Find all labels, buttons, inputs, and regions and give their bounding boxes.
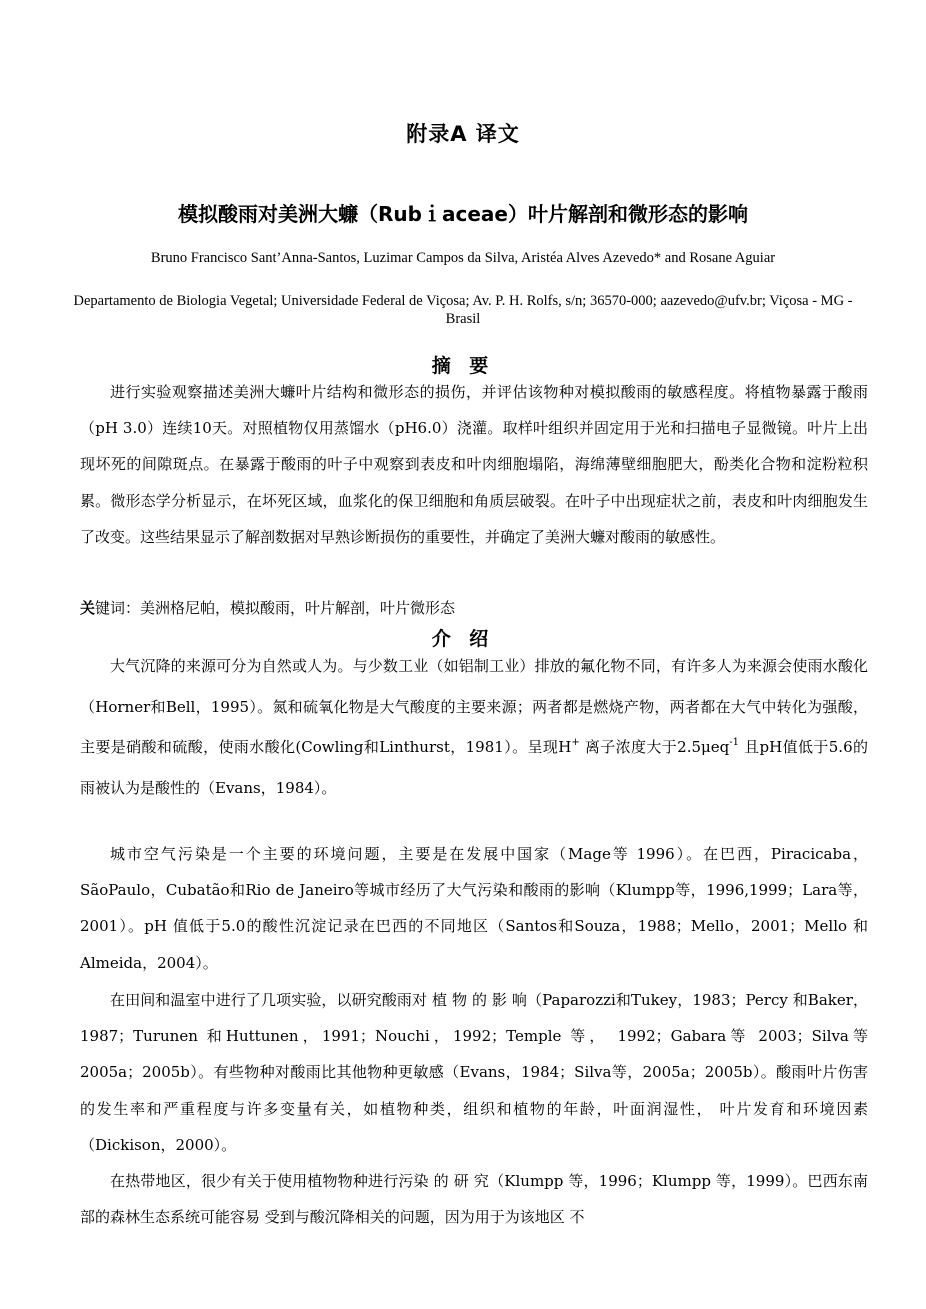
intro-p1-sup-b: -1: [729, 737, 739, 748]
intro-p1-sup-a: +: [571, 737, 580, 748]
appendix-title: 附录A 译文: [406, 122, 520, 146]
keywords-label: 关: [80, 599, 96, 617]
authors-line: Bruno Francisco Sant’Anna-Santos, Luzimar Campos da Silva, Aristéa Alves Azevedo* and Rosane Aguiar: [150, 250, 776, 266]
intro-p1-text-a: 大气沉降的来源可分为自然或人为。与少数工业（如铝制工业）排放的氟化物不同，有许多人为来源会使雨水酸化（Horner和Bell，1995）。氮和硫氧化物是大气酸度的主要来源；两者都是燃烧产物，两者都在大气中转化为强酸，主要是硝酸和硫酸，使雨水酸化(Cowling和Linthurst，1981）。呈现H: [80, 657, 868, 756]
introduction-heading: 介 绍: [431, 628, 495, 650]
abstract-paragraph: 进行实验观察描述美洲大蠊叶片结构和微形态的损伤，并评估该物种对模拟酸雨的敏感程度。将植物暴露于酸雨（pH 3.0）连续10天。对照植物仅用蒸馏水（pH6.0）浇灌。取样叶组织并固定用于光和扫描电子显微镜。叶片上出现坏死的间隙斑点。在暴露于酸雨的叶子中观察到表皮和叶肉细胞塌陷，海绵薄壁细胞肥大，酚类化合物和淀粉粒积累。微形态学分析显示，在坏死区域，血浆化的保卫细胞和角质层破裂。在叶子中出现症状之前，表皮和叶肉细胞发生了改变。这些结果显示了解剖数据对早熟诊断损伤的重要性，并确定了美洲大蠊对酸雨的敏感性。: [80, 383, 868, 546]
paper-title: 模拟酸雨对美洲大蠊（Rubｉaceae）叶片解剖和微形态的影响: [178, 202, 748, 226]
intro-paragraph-2: 城市空气污染是一个主要的环境问题，主要是在发展中国家（Mage等 1996）。在巴西，Piracicaba，SãoPaulo，Cubatão和Rio de Janeiro等城市经历了大气污染和酸雨的影响（Klumpp等，1996,1999；Lara等，2001）。pH 值低于5.0的酸性沉淀记录在巴西的不同地区（Santos和Souza，1988；Mello，2001；Mello 和Almeida，2004）。: [80, 845, 868, 972]
affiliation-line: Departamento de Biologia Vegetal; Universidade Federal de Viçosa; Av. P. H. Rolfs, s/n; 36570-000; aazevedo@ufv.br; Viçosa - MG - Brasil: [73, 293, 853, 327]
keywords-text: 键词：美洲格尼帕，模拟酸雨，叶片解剖，叶片微形态: [95, 599, 456, 617]
abstract-heading: 摘 要: [431, 355, 495, 377]
intro-p1-text-b: 离子浓度大于2.5μeq: [579, 738, 730, 756]
intro-paragraph-3: 在田间和温室中进行了几项实验，以研究酸雨对 植 物 的 影 响（Paparozzi和Tukey，1983；Percy 和Baker，1987；Turunen 和Huttunen，1991；Nouchi，1992；Temple 等， 1992；Gabara等 2003；Silva等 2005a；2005b）。有些物种对酸雨比其他物种更敏感（Evans，1984；Silva等，2005a；2005b）。酸雨叶片伤害的发生率和严重程度与许多变量有关，如植物种类，组织和植物的年龄，叶面润湿性， 叶片发育和环境因素（Dickison，2000）。: [80, 991, 868, 1154]
intro-p1-text-c: 且pH值低于5.6的雨被认为是酸性的（Evans，1984）。: [80, 738, 868, 797]
keywords-line: [80, 596, 868, 620]
intro-paragraph-4: 在热带地区，很少有关于使用植物物种进行污染 的 研 究（Klumpp 等，1996；Klumpp 等，1999）。巴西东南部的森林生态系统可能容易 受到与酸沉降相关的问题，因为用于为该地区 不: [80, 1172, 868, 1227]
intro-paragraph-1: [80, 646, 868, 808]
